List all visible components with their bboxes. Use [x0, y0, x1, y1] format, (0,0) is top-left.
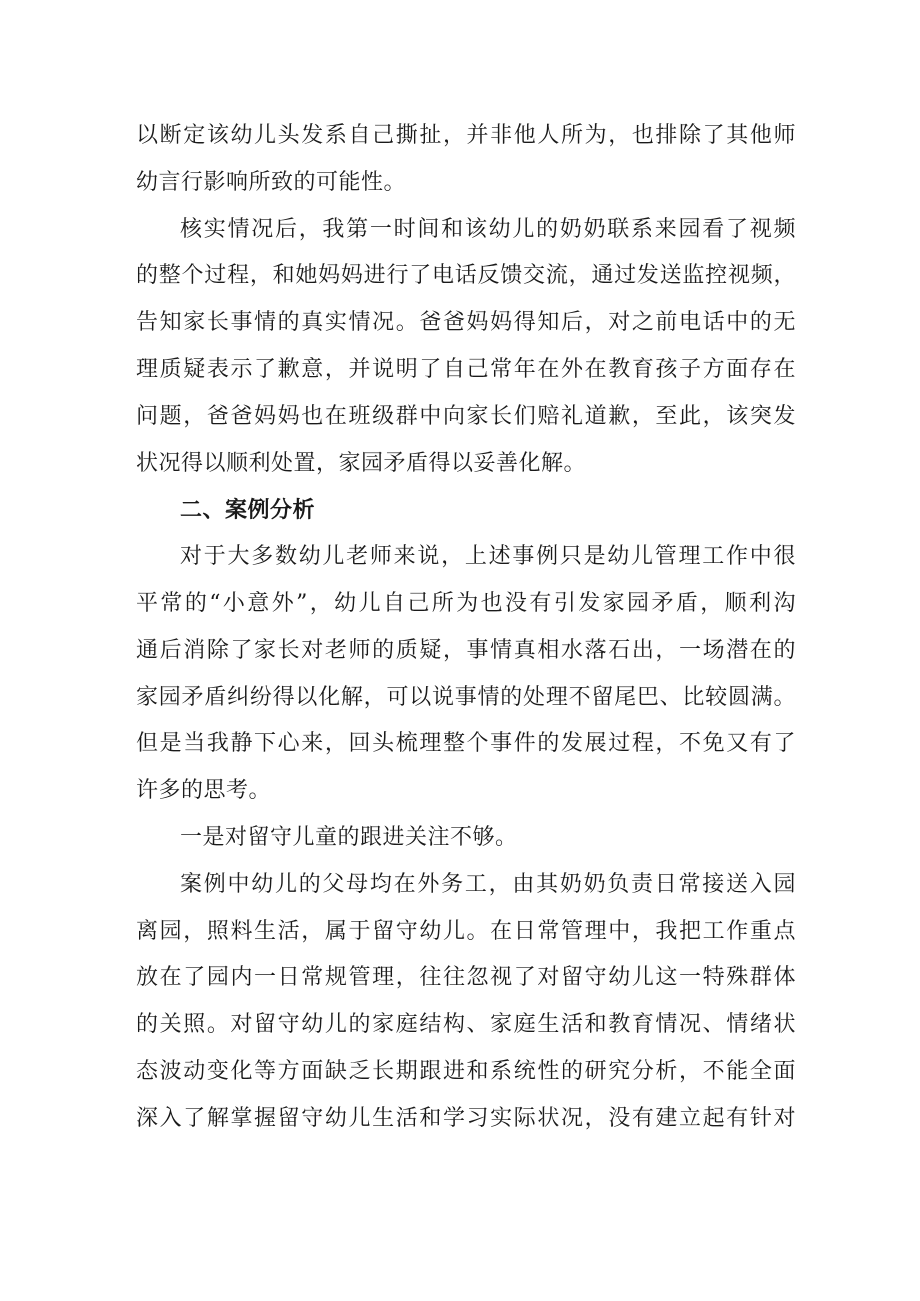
text-line: 通后消除了家长对老师的质疑，事情真相水落石出，一场潜在的: [136, 637, 796, 663]
text-line: 深入了解掌握留守幼儿生活和学习实际状况，没有建立起有针对: [136, 1105, 796, 1131]
subheading-line: 一是对留守儿童的跟进关注不够。: [180, 824, 518, 850]
text-line: 理质疑表示了歉意，并说明了自己常年在外在教育孩子方面存在: [136, 356, 796, 382]
section-heading: 二、案例分析: [180, 497, 316, 524]
paragraph-start-line: 案例中幼儿的父母均在外务工，由其奶奶负责日常接送入园: [180, 871, 796, 897]
paragraph-start-line: 核实情况后，我第一时间和该幼儿的奶奶联系来园看了视频: [180, 216, 796, 242]
body-text: [136, 113, 796, 1143]
text-line: 离园，照料生活，属于留守幼儿。在日常管理中，我把工作重点: [136, 918, 796, 944]
text-line: 态波动变化等方面缺乏长期跟进和系统性的研究分析，不能全面: [136, 1058, 796, 1084]
text-line: 状况得以顺利处置，家园矛盾得以妥善化解。: [136, 450, 587, 476]
text-line: 幼言行影响所致的可能性。: [136, 169, 407, 195]
text-line: 以断定该幼儿头发系自己撕扯，并非他人所为，也排除了其他师: [136, 123, 796, 148]
text-line: 告知家长事情的真实情况。爸爸妈妈得知后，对之前电话中的无: [136, 310, 796, 336]
text-line: 问题，爸爸妈妈也在班级群中向家长们赔礼道歉，至此，该突发: [136, 403, 796, 429]
text-line: 的整个过程，和她妈妈进行了电话反馈交流，通过发送监控视频，: [136, 263, 796, 289]
text-line: 家园矛盾纠纷得以化解，可以说事情的处理不留尾巴、比较圆满。: [136, 684, 796, 710]
text-line: 许多的思考。: [136, 778, 272, 804]
paragraph-start-line: 对于大多数幼儿老师来说，上述事例只是幼儿管理工作中很: [180, 544, 796, 570]
text-line: 平常的“小意外”，幼儿自己所为也没有引发家园矛盾，顺利沟: [136, 590, 796, 616]
text-line: 放在了园内一日常规管理，往往忽视了对留守幼儿这一特殊群体: [136, 965, 796, 991]
text-line: 但是当我静下心来，回头梳理整个事件的发展过程，不免又有了: [136, 731, 796, 757]
text-line: 的关照。对留守幼儿的家庭结构、家庭生活和教育情况、情绪状: [136, 1012, 796, 1038]
